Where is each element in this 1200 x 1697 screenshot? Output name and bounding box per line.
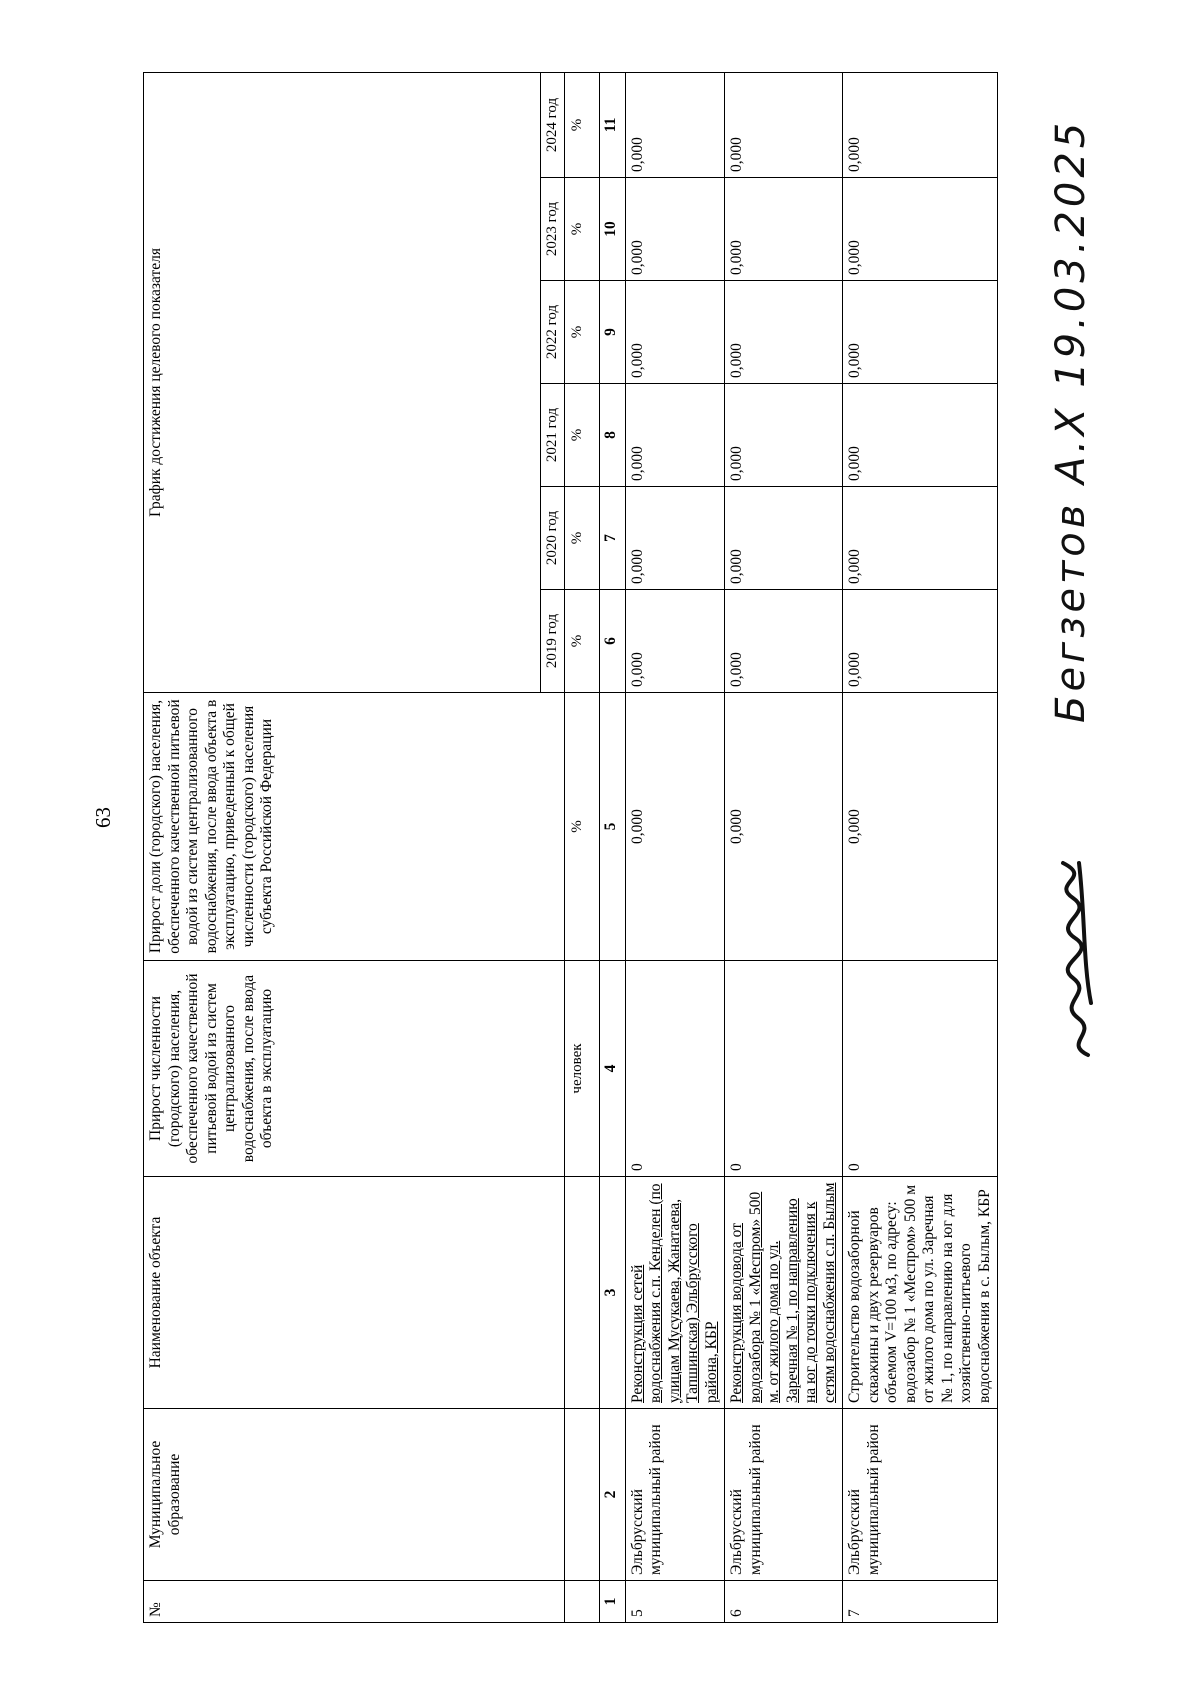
row-no: 6 (725, 1581, 843, 1623)
unit-year: % (564, 72, 599, 177)
column-number: 9 (599, 281, 625, 384)
table-row (843, 72, 998, 1622)
column-number: 6 (599, 590, 625, 693)
header-municipality: Муниципальное образование (144, 1409, 565, 1581)
handwritten-name-date: Бегзетов А.Х 19.03.2025 (1048, 118, 1094, 723)
row-year-value: 0,000 (725, 487, 843, 590)
row-no: 7 (843, 1581, 998, 1623)
column-number: 1 (599, 1581, 625, 1623)
column-number: 2 (599, 1409, 625, 1581)
unit-year: % (564, 487, 599, 590)
column-number: 8 (599, 384, 625, 487)
row-year-value: 0,000 (843, 487, 998, 590)
column-number: 5 (599, 693, 625, 961)
year-header: 2023 год (541, 178, 565, 281)
column-number: 7 (599, 487, 625, 590)
row-people: 0 (843, 961, 998, 1177)
row-share: 0,000 (725, 693, 843, 961)
row-year-value: 0,000 (843, 178, 998, 281)
unit-year: % (564, 281, 599, 384)
row-municipality: Эльбрусский муниципальный район (843, 1409, 998, 1581)
row-year-value: 0,000 (843, 384, 998, 487)
unit-cell (564, 1177, 599, 1409)
page-number: 63 (91, 807, 115, 828)
rotated-page (91, 73, 1094, 1623)
row-share: 0,000 (843, 693, 998, 961)
header-growth-people: Прирост численности (городского) населения, обеспеченного качественной питьевой водой из систем централизованного водоснабжения, после ввода объекта в эксплуатацию (144, 961, 565, 1177)
unit-year: % (564, 590, 599, 693)
row-year-value: 0,000 (625, 590, 725, 693)
unit-cell (564, 1409, 599, 1581)
column-number: 10 (599, 178, 625, 281)
unit-share: % (564, 693, 599, 961)
header-object: Наименование объекта (144, 1177, 565, 1409)
year-header: 2022 год (541, 281, 565, 384)
year-header: 2020 год (541, 487, 565, 590)
row-year-value: 0,000 (625, 281, 725, 384)
row-municipality: Эльбрусский муниципальный район (625, 1409, 725, 1581)
row-people: 0 (625, 961, 725, 1177)
column-number: 4 (599, 961, 625, 1177)
header-growth-share: Прирост доли (городского) населения, обеспеченного качественной питьевой водой из систем централизованного водоснабжения, после ввода объекта в эксплуатацию, приведенный к общей численности (городского) населения субъекта Российской Федерации (144, 693, 565, 961)
year-header: 2024 год (541, 72, 565, 177)
year-header: 2019 год (541, 590, 565, 693)
row-object: Строительство водозаборной скважины и двух резервуаров объемом V=100 м3, по адресу: водозабор № 1 «Меспром» 500 м от жилого дома по ул. Заречная № 1, по направлению на юг для хозяйственно-питьевого водоснабжения в с. Былым, КБР (843, 1177, 998, 1409)
row-year-value: 0,000 (625, 72, 725, 177)
row-object: Реконструкция водовода от водозабора № 1 «Меспром» 500 м. от жилого дома по ул. Заречная № 1, по направлению на юг до точки подключения к сетям водоснабжения с.п. Былым (725, 1177, 843, 1409)
header-schedule: График достижения целевого показателя (144, 72, 541, 692)
column-number: 11 (599, 72, 625, 177)
row-year-value: 0,000 (725, 178, 843, 281)
row-people: 0 (725, 961, 843, 1177)
row-share: 0,000 (625, 693, 725, 961)
row-year-value: 0,000 (843, 590, 998, 693)
header-no: № (144, 1581, 565, 1623)
target-table (143, 72, 998, 1623)
column-number: 3 (599, 1177, 625, 1409)
row-year-value: 0,000 (843, 281, 998, 384)
handwritten-signature (1043, 853, 1113, 1063)
table-row (725, 72, 843, 1622)
row-municipality: Эльбрусский муниципальный район (725, 1409, 843, 1581)
table-row (625, 72, 725, 1622)
year-header: 2021 год (541, 384, 565, 487)
row-no: 5 (625, 1581, 725, 1623)
row-year-value: 0,000 (725, 590, 843, 693)
row-year-value: 0,000 (725, 72, 843, 177)
row-year-value: 0,000 (843, 72, 998, 177)
row-year-value: 0,000 (725, 281, 843, 384)
unit-year: % (564, 384, 599, 487)
row-year-value: 0,000 (625, 178, 725, 281)
row-year-value: 0,000 (625, 384, 725, 487)
unit-people: человек (564, 961, 599, 1177)
unit-year: % (564, 178, 599, 281)
row-year-value: 0,000 (725, 384, 843, 487)
unit-cell (564, 1581, 599, 1623)
row-year-value: 0,000 (625, 487, 725, 590)
row-object: Реконструкция сетей водоснабжения с.п. Кенделен (по улицам Мусукаева, Жанатаева, Тапшинская) Эльбрусского района, КБР (625, 1177, 725, 1409)
